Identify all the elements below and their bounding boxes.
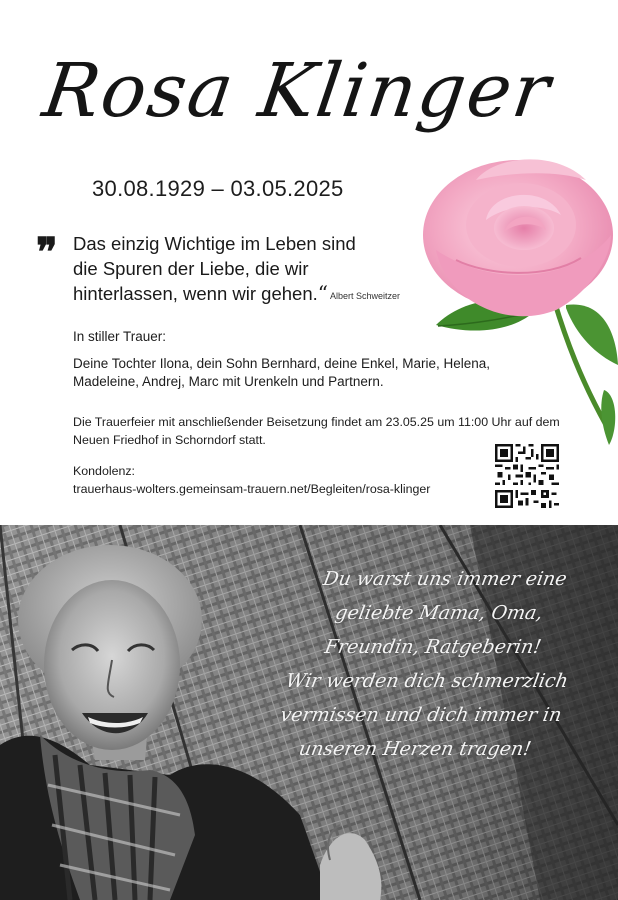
quote-line: Das einzig Wichtige im Leben sind bbox=[73, 233, 356, 254]
poem-line: geliebte Mama, Oma, bbox=[333, 602, 545, 624]
quote-line-text: hinterlassen, wenn wir gehen. bbox=[73, 283, 318, 304]
memorial-poem bbox=[237, 562, 618, 766]
service-info: Die Trauerfeier mit anschließender Beisetzung findet am 23.05.25 um 11:00 Uhr auf dem Neuen Friedhof in Schorndorf statt. bbox=[73, 415, 560, 447]
quote-line-last bbox=[73, 281, 453, 309]
poem-line: vermissen und dich immer in bbox=[278, 704, 564, 726]
condolence-label: Kondolenz: bbox=[73, 464, 136, 478]
quote-line: die Spuren der Liebe, die wir bbox=[73, 258, 309, 279]
mourners-list: Deine Tochter Ilona, dein Sohn Bernhard, deine Enkel, Marie, Helena, Madeleine, Andrej, Marc mit Urenkeln und Partnern. bbox=[73, 356, 491, 389]
quote-author: Albert Schweitzer bbox=[330, 291, 401, 301]
condolence-link[interactable]: trauerhaus-wolters.gemeinsam-trauern.net/Begleiten/rosa-klinger bbox=[73, 482, 431, 496]
poem-line: Freundin, Ratgeberin! bbox=[323, 636, 543, 658]
life-dates: 30.08.1929 – 03.05.2025 bbox=[92, 176, 344, 201]
quote-block bbox=[73, 231, 453, 309]
deceased-name: Rosa Klinger bbox=[37, 48, 557, 134]
close-quote-icon: “ bbox=[317, 281, 328, 305]
open-quote-icon: ❞ bbox=[36, 229, 58, 276]
poem-line: unseren Herzen tragen! bbox=[297, 738, 533, 760]
poem-line: Du warst uns immer eine bbox=[321, 568, 569, 590]
mourning-title: In stiller Trauer: bbox=[73, 329, 167, 344]
qr-code-icon[interactable] bbox=[495, 444, 559, 508]
poem-line: Wir werden dich schmerzlich bbox=[284, 670, 570, 692]
